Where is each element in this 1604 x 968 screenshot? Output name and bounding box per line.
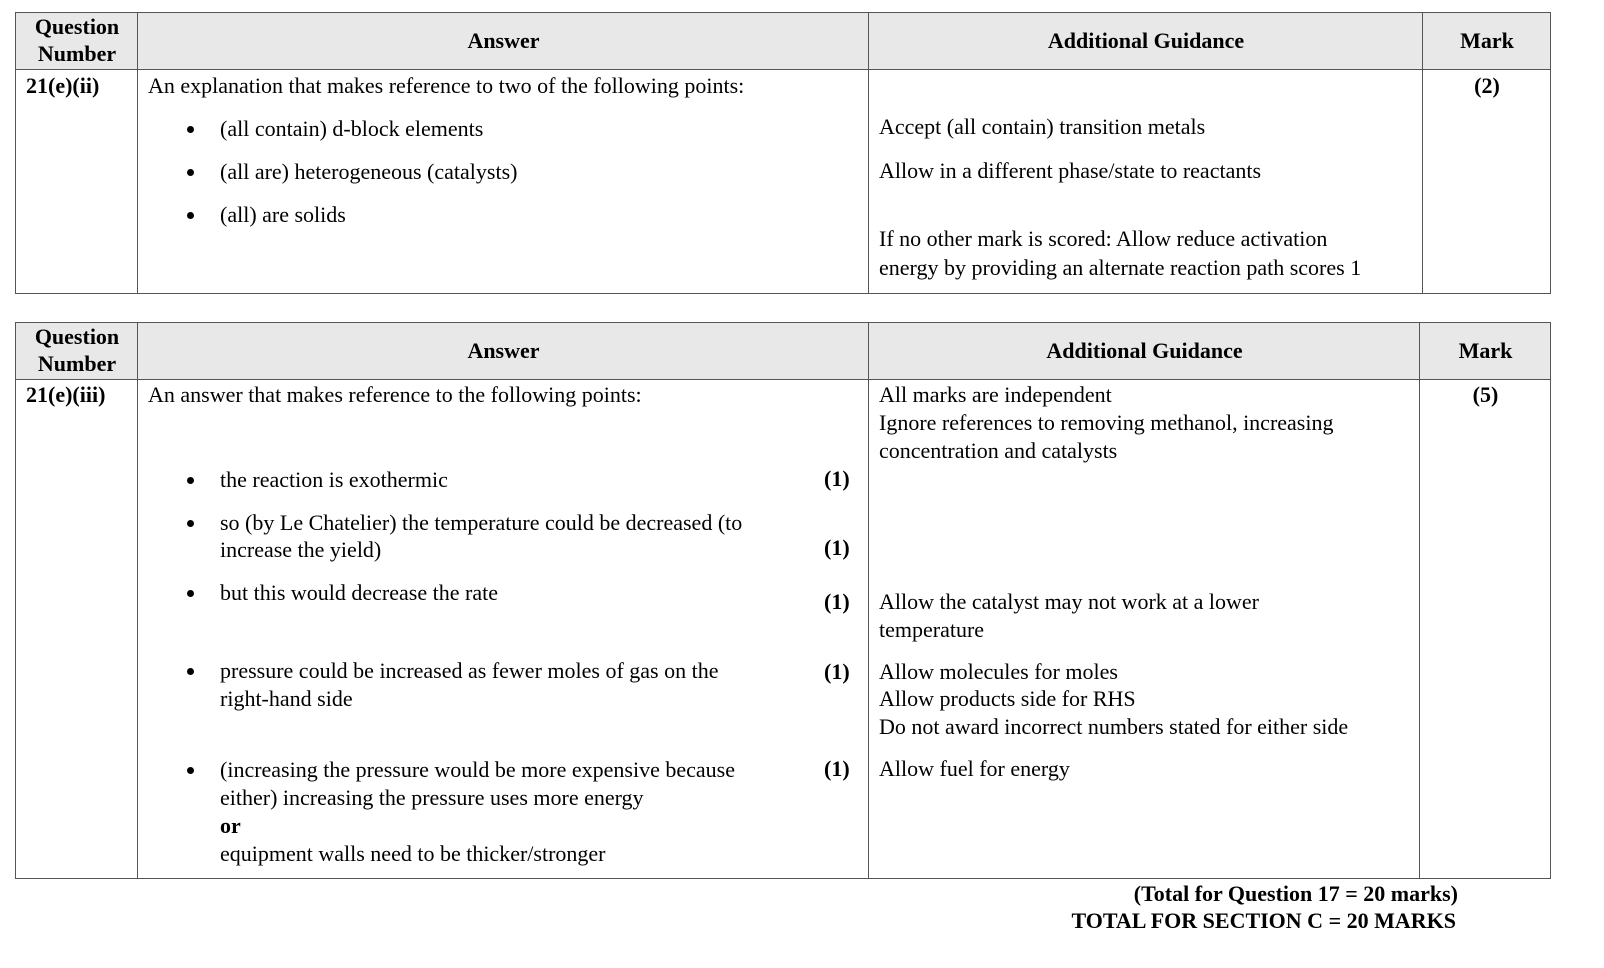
bullet-icon <box>187 767 194 774</box>
point-mark: (1) <box>824 535 850 560</box>
mark-scheme-table-21e-ii <box>15 12 1551 294</box>
guidance-line: If no other mark is scored: Allow reduce activation <box>879 226 1328 251</box>
guidance-line: Do not award incorrect numbers stated for either side <box>879 714 1349 739</box>
header-mark: Mark <box>1458 338 1513 363</box>
bullet-icon <box>187 169 194 176</box>
answer-bullet: either) increasing the pressure uses more energy <box>220 785 644 810</box>
bullet-icon <box>187 590 194 597</box>
header-guidance: Additional Guidance <box>1047 28 1245 53</box>
answer-intro: An explanation that makes reference to two of the following points: <box>148 73 745 98</box>
bullet-icon <box>187 126 194 133</box>
guidance-line: Allow molecules for moles <box>879 659 1118 684</box>
table-header-row <box>16 13 1550 70</box>
total-mark: (2) <box>1474 73 1500 98</box>
answer-bullet: pressure could be increased as fewer moles of gas on the <box>220 658 719 683</box>
header-answer: Answer <box>467 28 540 53</box>
point-mark: (1) <box>824 466 850 491</box>
column-divider <box>137 323 138 878</box>
answer-bullet: equipment walls need to be thicker/stronger <box>220 841 606 866</box>
answer-bullet: (all are) heterogeneous (catalysts) <box>220 159 518 184</box>
bullet-icon <box>187 668 194 675</box>
answer-bullet: right-hand side <box>220 686 353 711</box>
total-section: TOTAL FOR SECTION C = 20 MARKS <box>1071 908 1456 933</box>
guidance-line: Allow the catalyst may not work at a lower <box>879 589 1260 614</box>
column-divider <box>868 13 869 293</box>
header-guidance: Additional Guidance <box>1046 338 1243 363</box>
answer-intro: An answer that makes reference to the following points: <box>148 382 642 407</box>
answer-bullet: (all contain) d-block elements <box>220 116 484 141</box>
mark-scheme-table-21e-iii <box>15 322 1551 879</box>
guidance-line: temperature <box>879 617 985 642</box>
answer-bullet: (increasing the pressure would be more expensive because <box>220 757 735 782</box>
header-answer: Answer <box>467 338 540 363</box>
bullet-icon <box>187 477 194 484</box>
guidance-line: energy by providing an alternate reaction path scores 1 <box>879 255 1362 280</box>
answer-bullet: the reaction is exothermic <box>220 467 448 492</box>
column-divider <box>137 13 138 293</box>
total-mark: (5) <box>1472 382 1499 407</box>
bullet-icon <box>187 212 194 219</box>
total-question: (Total for Question 17 = 20 marks) <box>1133 881 1458 906</box>
guidance-line: All marks are independent <box>879 382 1112 407</box>
point-mark: (1) <box>824 756 850 781</box>
guidance-line: Allow products side for RHS <box>879 686 1136 711</box>
answer-bullet-or: or <box>220 813 241 838</box>
header-mark: Mark <box>1460 28 1514 53</box>
guidance-line: Accept (all contain) transition metals <box>879 114 1206 139</box>
header-question-number: Question Number <box>34 14 120 66</box>
question-number: 21(e)(iii) <box>26 382 106 407</box>
answer-bullet: increase the yield) <box>220 537 382 562</box>
answer-bullet: (all) are solids <box>220 202 346 227</box>
column-divider <box>1422 13 1423 293</box>
point-mark: (1) <box>824 659 850 684</box>
guidance-line: concentration and catalysts <box>879 438 1118 463</box>
answer-bullet: so (by Le Chatelier) the temperature could be decreased (to <box>220 510 743 535</box>
guidance-line: Ignore references to removing methanol, increasing <box>879 410 1334 435</box>
answer-bullet: but this would decrease the rate <box>220 580 498 605</box>
table-header-row <box>16 323 1550 380</box>
bullet-icon <box>187 520 194 527</box>
point-mark: (1) <box>824 589 850 614</box>
guidance-line: Allow fuel for energy <box>879 756 1070 781</box>
header-question-number: Question Number <box>34 324 120 376</box>
question-number: 21(e)(ii) <box>26 73 100 98</box>
column-divider <box>868 323 869 878</box>
guidance-line: Allow in a different phase/state to reactants <box>879 158 1262 183</box>
